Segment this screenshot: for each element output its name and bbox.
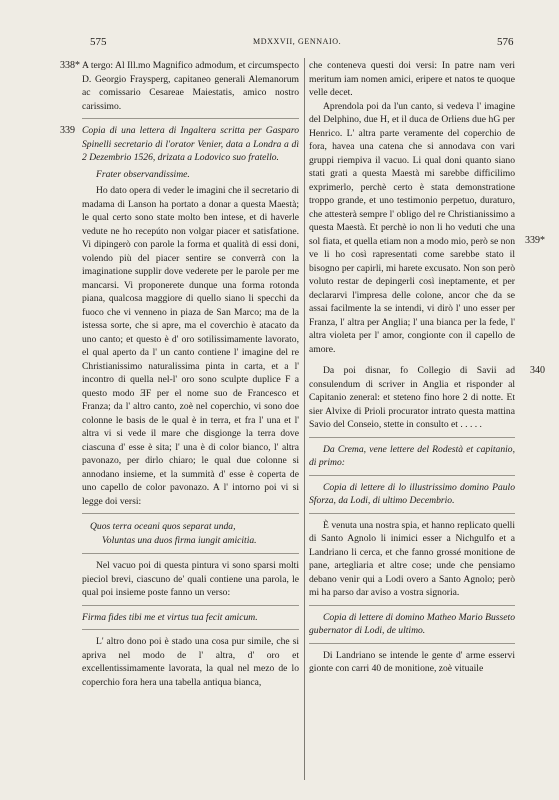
margin-number-338: 338* <box>60 60 80 71</box>
divider-line <box>82 553 299 554</box>
margin-number-339: 339 <box>60 125 75 136</box>
column-divider <box>304 58 305 780</box>
letter-text-busseto: Di Landriano se intende le gente d' arme esservi gionte con carri 40 de monitione, zoè vituaile <box>309 649 515 674</box>
entry-338-text: A tergo: Al Ill.mo Magnifico admodum, et circumspecto D. Georgio Fraysperg, capitaneo generali Alemanorum ac comissario Cesareae Maiestatis, amico nostro carissimo. <box>82 60 299 112</box>
divider-line <box>309 437 515 438</box>
divider-line <box>309 475 515 476</box>
divider-line <box>82 629 299 630</box>
divider-line <box>82 513 299 514</box>
divider-line <box>309 513 515 514</box>
entry-339 <box>60 124 299 165</box>
body-paragraph-2: Nel vacuo poi di questa pintura vi sono sparsi molti pieciol brevi, ciascuno de' quali contiene una parola, le qual poi insieme poste fanno un verso: <box>82 560 299 598</box>
paragraph-images <box>309 100 545 357</box>
margin-number-339-right: 339* <box>525 234 545 246</box>
body-paragraph-3: L' altro dono poi è stado una cosa pur simile, che si apriva nel modo de l' altra, d' oro et excellentissimamente lavorata, la qual nel mezo de lo coperchio fora hera una tabella antiqua bianca, <box>82 636 299 688</box>
verse-line-1: Quos terra oceani quos separat unda, <box>90 521 236 532</box>
letter-heading-busseto: Copia di lettere di domino Matheo Mario Busseto gubernator di Lodi, de ultimo. <box>309 611 515 636</box>
letter-text-sforza: È venuta una nostra spia, et hanno replicato quelli di Santo Agnolo li inimici esser a Nichgulfo et a Landriano li cerca, et che fanno grossé monitione de pane, artegliaria et altre cose; unde che pensiamo debano venir qui a Lodi overo a Santo Agnolo; però mi ha parso dar aviso a vostra signoria. <box>309 519 515 598</box>
divider-line <box>82 605 299 606</box>
entry-340-text: Da poi disnar, fo Collegio di Savii ad consulendum di scriver in Anglia et risponder al Capitanio zeneral: et steteno fino hore 2 di notte. Et sier Alvixe di Prioli procurator intrato questa mattina Savio del Conseio, stette in consulto et . . . . . <box>309 365 515 430</box>
right-page-number: 576 <box>497 36 514 48</box>
salutation: Frater observandissime. <box>96 168 190 180</box>
right-column <box>309 59 545 676</box>
body-paragraph-a: Aprendola poi da l'un canto, si vedeva l' imagine del Delphino, due H, et il duca de Orliens due hG per Henrico. L' altra parte veramente del coperchio de fora, havea una catena che si annodava con vari gruppi riempiva il vacuo. Li qual doni quanto siano stati grati a questa Maestà mi sarebbe difficilimo exprimerlo, perchè certo è stata demonstratione troppo grande, et uno testimonio perpetuo, duraturo, che attesterà sempre l' obligo del re Christianissimo a questa Maestà. Et perchè io non li ho veduti che una sol fiata, et quella etiam non a modo mio, però se non ve li ho così rapresentati come sarebbe stato il bisogno per capirli, mi harete excusato. Non son però voluto restar de depingerli così ineptamente, et per declararvi l'impresa delle colone, ancor che da se assai facilmente la se intendi, vi dirò l' uno esser per Franza, l' altra per Anglia; l' una bianca per la fede, l' altra violeta per l' amor, congionte con il capello de amore. <box>309 100 515 355</box>
crema-heading: Da Crema, vene lettere del Rodestà et capitanio, di primo: <box>309 443 515 468</box>
verse-continuation: che conteneva questi doi versi: In patre nam veri meritum iam nomen amici, eripere et natos te quoque velle decet. <box>309 60 515 98</box>
verse-block <box>90 520 299 547</box>
spacer <box>309 356 515 364</box>
body-paragraph-1: Ho dato opera di veder le imagini che il secretario di madama di Lanson ha portato a donar a questa Maestà; le qual certo sono state molto ben intese, et di haverle vedute ne ho recepúto non volgar piacer et satisfatione. Vi dipingerò con parole la forma et qualità di essi doni, volendo più del piacer sentire se converrà con la imaginatione supplir dove vederete per le parole per me mancarsi. Vi proponerete dunque una forma rotonda piana, qualcosa maggiore di quello siano li specchi da fuoco che vi venneno in piaza de San Marco; ma de la istessa sorte, che si apre, ma el coverchio è atacato da uno canto; et questo è d' oro sotilissimamente lavorato, el qual aperto da l' un canto contiene l' imagine del re Christianissimo naturalissima pinta in carta, et a l' incontro di quella nel-l' oro sono sculpte duplice F a questo modo ƎF per el nome suo de Francesco et Franza; da l' altro canto, zoè nel coperchio, vi sono doe colonne le basis de le qual è in terra, et fra l' una et l' altra vi si vede il mare che disgionge la terra dove ciascuna d' esse è sita; l' una è di color bianco, l' altra pavonazo, per dirlo chiaro; le qual due colonne si annodano insieme, et la summità d' esse è coperta de uno capello de color pavonazo. A l' intorno poi vi si legge doi versi: <box>82 185 299 507</box>
divider-line <box>309 605 515 606</box>
margin-number-340: 340 <box>530 365 545 376</box>
entry-338 <box>60 59 299 113</box>
divider-line <box>82 118 299 119</box>
divider-line <box>309 643 515 644</box>
left-page-number: 575 <box>90 36 107 48</box>
left-column <box>60 59 299 689</box>
letter-heading-sforza: Copia di lettere di lo illustrissimo domino Paulo Sforza, da Lodi, di ultimo Decembrio. <box>309 481 515 506</box>
running-header: MDXXVII, GENNAIO. <box>253 37 342 46</box>
letter-heading-339: Copia di una lettera di Ingaltera scritta per Gasparo Spinelli secretario di l'orator Venier, data a Londra a dì 2 Dezembrio 1526, drizata a Lodovico suo fratello. <box>82 125 299 163</box>
motto: Firma fides tibi me et virtus tua fecit amicum. <box>82 611 258 623</box>
entry-340 <box>309 364 545 432</box>
verse-line-2: Voluntas una duos firma iungit amicitia. <box>102 534 257 546</box>
